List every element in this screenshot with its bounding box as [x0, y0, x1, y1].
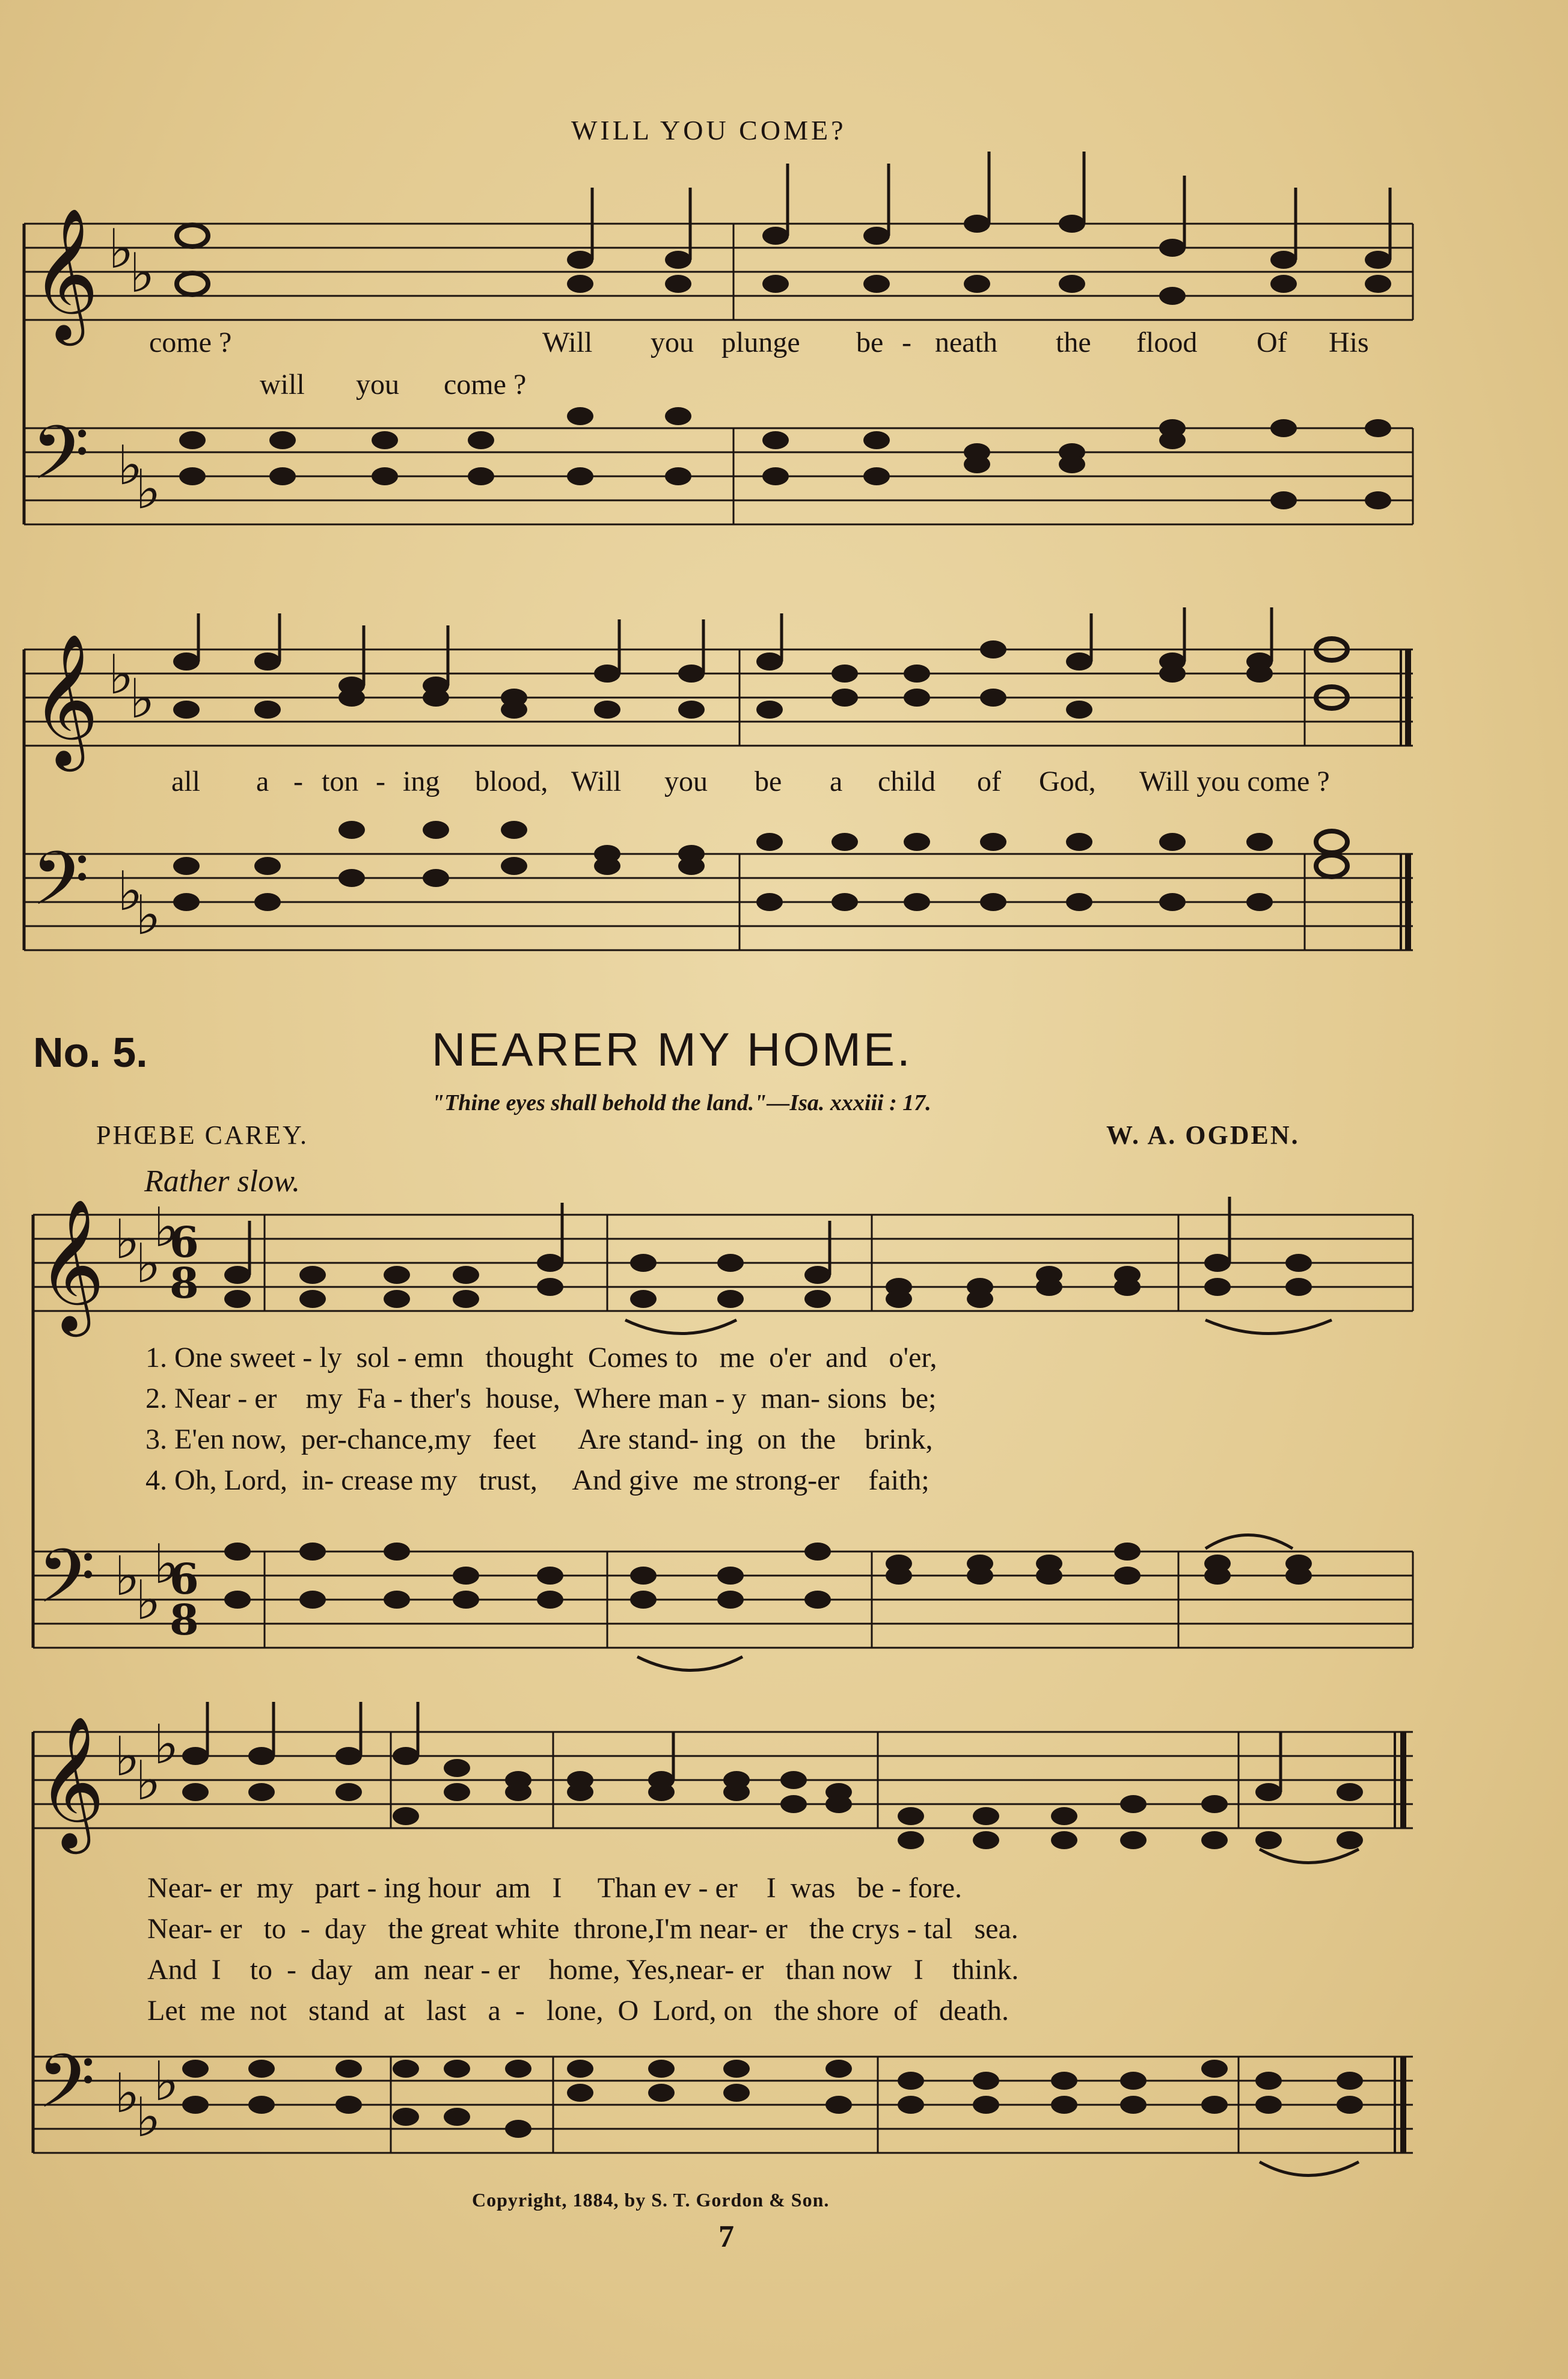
lyric-system1-come: come ? [149, 327, 232, 358]
hymn-number: No. 5. [33, 1029, 148, 1076]
lyric-system2-ton: ton [322, 766, 359, 797]
staff-treble-4 [33, 1732, 1413, 1828]
lyric-system2-blood: blood, [475, 766, 548, 797]
svg-text:♭: ♭ [153, 2050, 179, 2113]
verse-4-part2: Let me not stand at last a - lone, O Lord, on the shore of death. [147, 1995, 1009, 2027]
lyric-system2-all: all [171, 766, 200, 797]
hymn-title: NEARER MY HOME. [432, 1023, 913, 1076]
lyric-system1-line2-come: come ? [444, 369, 527, 401]
lyric-system2-ing: ing [403, 766, 440, 797]
svg-text:𝄢: 𝄢 [37, 2039, 96, 2143]
page-number: 7 [718, 2220, 734, 2254]
hymn-composer: W. A. OGDEN. [1106, 1120, 1300, 1150]
lyric-system1-you: you [651, 327, 694, 358]
svg-text:𝄞: 𝄞 [37, 1715, 105, 1848]
svg-text:♭: ♭ [114, 2062, 140, 2125]
lyric-system1-of: Of [1257, 327, 1287, 358]
lyric-system1-line2-you: you [356, 369, 399, 401]
svg-text:♭: ♭ [153, 1196, 179, 1259]
verse-4-part1: 4. Oh, Lord, in- crease my trust, And give me strong-er faith; [145, 1464, 929, 1496]
verse-2-part1: 2. Near - er my Fa - ther's house, Where man - y man- sions be; [145, 1383, 937, 1414]
svg-text:𝄢: 𝄢 [31, 410, 90, 515]
lyric-system1-be: be [856, 327, 884, 358]
svg-text:8: 8 [170, 1595, 199, 1645]
lyric-system2-hyphen2: - [376, 766, 385, 797]
lyric-system2-a2: a [830, 766, 843, 797]
lyric-system1-flood: flood [1136, 327, 1198, 358]
svg-text:♭: ♭ [135, 1569, 161, 1632]
lyric-system2-a: a [256, 766, 269, 797]
verse-1-part1: 1. One sweet - ly sol - emn thought Comes to me o'er and o'er, [145, 1342, 937, 1374]
lyric-system1-the: the [1056, 327, 1091, 358]
staff-bass-2 [24, 854, 1413, 950]
svg-text:♭: ♭ [153, 1713, 179, 1776]
svg-text:♭: ♭ [117, 434, 143, 497]
verse-1-part2: Near- er my part - ing hour am I Than ev - er I was be - fore. [147, 1872, 962, 1904]
lyric-system1-hyphen: - [902, 327, 911, 358]
lyric-system2-of: of [977, 766, 1001, 797]
verse-3-part2: And I to - day am near - er home, Yes,near- er than now I think. [147, 1954, 1019, 1986]
lyric-system2-will: Will [571, 766, 622, 797]
hymn-epigraph: "Thine eyes shall behold the land."—Isa. xxxiii : 17. [432, 1090, 931, 1116]
svg-text:♭: ♭ [114, 1725, 140, 1788]
svg-text:♭: ♭ [129, 242, 155, 305]
hymn-author: PHŒBE CAREY. [96, 1120, 309, 1150]
svg-text:6: 6 [170, 1217, 199, 1267]
svg-text:♭: ♭ [135, 1749, 161, 1813]
svg-text:♭: ♭ [153, 1533, 179, 1596]
svg-text:♭: ♭ [135, 1232, 161, 1295]
svg-text:♭: ♭ [135, 458, 161, 521]
lyric-system2-you: you [664, 766, 708, 797]
lyric-system1-line2-will: will [260, 369, 305, 401]
staff-bass-1 [24, 428, 1413, 524]
lyric-system2-will-you-come: Will you come ? [1139, 766, 1330, 797]
svg-text:𝄞: 𝄞 [37, 1198, 105, 1331]
lyric-system1-will: Will [542, 327, 593, 358]
lyric-system2-child: child [878, 766, 936, 797]
svg-text:6: 6 [170, 1554, 199, 1604]
copyright-notice: Copyright, 1884, by S. T. Gordon & Son. [472, 2189, 830, 2211]
lyric-system1-plunge: plunge [721, 327, 800, 358]
verse-2-part2: Near- er to - day the great white throne,I'm near- er the crys - tal sea. [147, 1913, 1018, 1945]
lyric-system2-hyphen1: - [293, 766, 303, 797]
svg-text:8: 8 [170, 1258, 199, 1308]
svg-text:♭: ♭ [108, 218, 134, 281]
svg-text:♭: ♭ [114, 1545, 140, 1608]
svg-text:𝄢: 𝄢 [31, 836, 90, 941]
svg-text:♭: ♭ [108, 643, 134, 707]
svg-text:𝄞: 𝄞 [31, 207, 99, 340]
verse-3-part1: 3. E'en now, per-chance,my feet Are stand- ing on the brink, [145, 1423, 933, 1455]
staff-treble-1 [24, 224, 1413, 320]
lyric-system2-be: be [755, 766, 782, 797]
svg-text:♭: ♭ [117, 860, 143, 923]
tempo-marking: Rather slow. [144, 1164, 301, 1199]
svg-text:♭: ♭ [114, 1208, 140, 1271]
svg-text:𝄞: 𝄞 [31, 633, 99, 766]
svg-text:♭: ♭ [129, 668, 155, 731]
lyric-system2-god: God, [1039, 766, 1096, 797]
running-head: WILL YOU COME? [571, 115, 847, 146]
lyric-system1-neath: neath [935, 327, 997, 358]
lyric-system1-his: His [1329, 327, 1369, 358]
staff-treble-2 [24, 649, 1413, 746]
svg-text:♭: ♭ [135, 2086, 161, 2149]
svg-text:♭: ♭ [135, 884, 161, 947]
svg-text:𝄢: 𝄢 [37, 1533, 96, 1638]
